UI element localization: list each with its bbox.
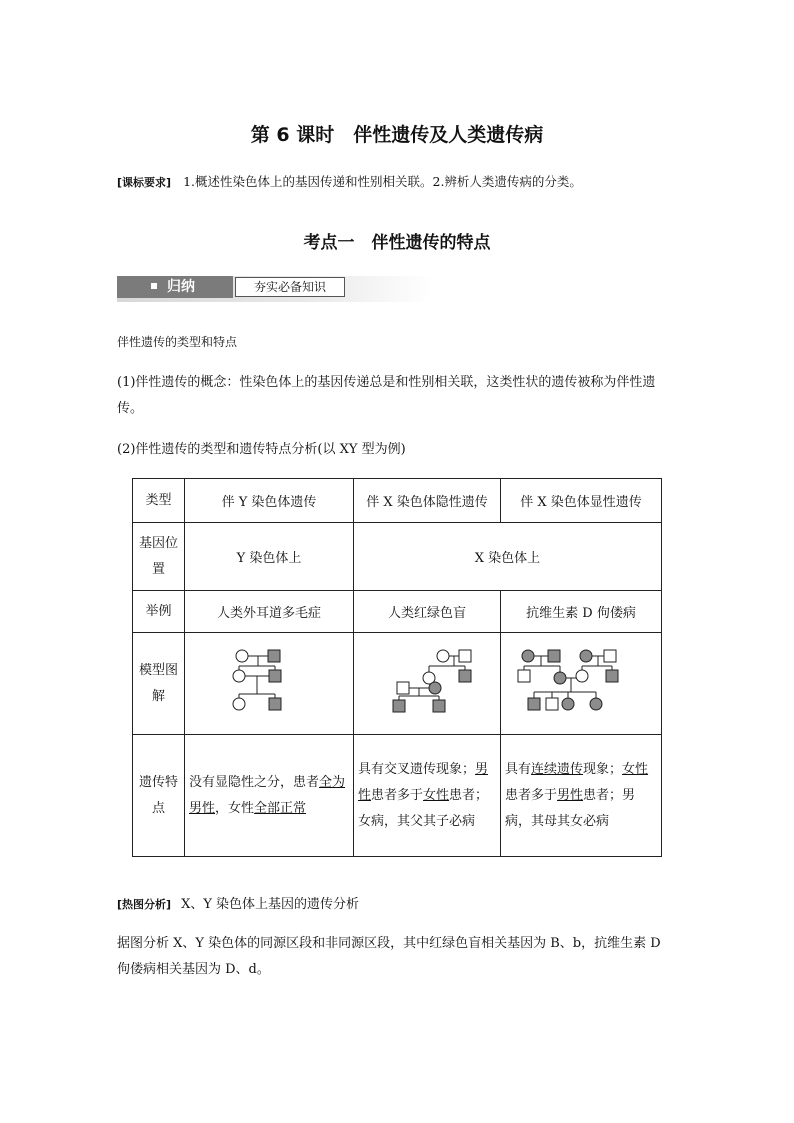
female-carrier-icon [429, 682, 441, 694]
cell-location-y: Y 染色体上 [185, 523, 354, 591]
table-row [133, 633, 662, 735]
page-title: 第 6 课时 伴性遗传及人类遗传病 [250, 124, 544, 146]
cell-pedigree-xd [501, 633, 662, 735]
table-row [133, 591, 662, 633]
cell-example-xr: 人类红绿色盲 [354, 591, 501, 633]
cell-example-xd: 抗维生素 D 佝偻病 [501, 591, 662, 633]
curriculum-requirements [117, 172, 582, 190]
cell-traits-xr: 具有交叉遗传现象；男性患者多于女性患者；女病，其父其子必病 [354, 735, 501, 857]
female-affected-icon [554, 672, 566, 684]
banner-label: 归纳 [117, 276, 233, 298]
paragraph-types: (2)伴性遗传的类型和遗传特点分析(以 XY 型为例) [117, 442, 406, 457]
row-header-traits: 遗传特点 [133, 735, 185, 857]
hotmap-text: X、Y 染色体上基因的遗传分析 [181, 897, 360, 912]
row-header-location: 基因位置 [133, 523, 185, 591]
paragraph-concept: (1)伴性遗传的概念：性染色体上的基因传递总是和性别相关联，这类性状的遗传被称为伴性遗传。 [117, 375, 656, 416]
row-header-type: 类型 [133, 479, 185, 523]
male-affected-icon [459, 670, 471, 682]
cell-location-x: X 染色体上 [354, 523, 662, 591]
col-x-dominant: 伴 X 染色体显性遗传 [501, 479, 662, 523]
subheading: 伴性遗传的类型和特点 [117, 335, 238, 349]
paragraph-analysis: 据图分析 X、Y 染色体的同源区段和非同源区段，其中红绿色盲相关基因为 B、b，抗维生素 D 佝偻病相关基因为 D、d。 [117, 936, 661, 977]
requirements-tag: [课标要求] [117, 176, 172, 189]
cell-traits-y: 没有显隐性之分，患者全为男性，女性全部正常 [185, 735, 354, 857]
hotmap-analysis [117, 893, 359, 912]
banner-box: 夯实必备知识 [235, 277, 345, 297]
col-x-recessive: 伴 X 染色体隐性遗传 [354, 479, 501, 523]
table-row [133, 523, 662, 591]
male-affected-icon [606, 670, 618, 682]
col-y-linked: 伴 Y 染色体遗传 [185, 479, 354, 523]
inheritance-table [132, 478, 662, 857]
pedigree-y-diagram [209, 644, 329, 724]
male-unaffected-icon [518, 670, 530, 682]
cell-example-y: 人类外耳道多毛症 [185, 591, 354, 633]
female-unaffected-icon [233, 698, 245, 710]
female-affected-icon [590, 698, 602, 710]
male-unaffected-icon [397, 682, 409, 694]
cell-pedigree-y [185, 633, 354, 735]
female-affected-icon [562, 698, 574, 710]
male-affected-icon [528, 698, 540, 710]
female-unaffected-icon [236, 650, 248, 662]
square-bullet-icon [151, 283, 157, 289]
female-affected-icon [522, 650, 534, 662]
cell-traits-xd: 具有连续遗传现象；女性患者多于男性患者；男病，其母其女必病 [501, 735, 662, 857]
row-header-example: 举例 [133, 591, 185, 633]
cell-pedigree-xr [354, 633, 501, 735]
male-unaffected-icon [546, 698, 558, 710]
pedigree-xr-diagram [367, 644, 487, 724]
male-affected-icon [393, 700, 405, 712]
section-banner [117, 276, 433, 302]
female-unaffected-icon [576, 670, 588, 682]
table-row [133, 479, 662, 523]
row-header-model: 模型图解 [133, 633, 185, 735]
male-unaffected-icon [459, 650, 471, 662]
table-row [133, 735, 662, 857]
female-unaffected-icon [233, 670, 245, 682]
female-affected-icon [580, 650, 592, 662]
female-unaffected-icon [437, 650, 449, 662]
requirements-text: 1.概述性染色体上的基因传递和性别相关联。2.辨析人类遗传病的分类。 [183, 174, 582, 189]
section-title: 考点一 伴性遗传的特点 [303, 233, 491, 253]
male-affected-icon [269, 670, 281, 682]
hotmap-tag: [热图分析] [117, 898, 172, 911]
pedigree-xd-diagram [506, 644, 656, 724]
male-affected-icon [548, 650, 560, 662]
male-unaffected-icon [604, 650, 616, 662]
male-affected-icon [268, 650, 280, 662]
male-affected-icon [433, 700, 445, 712]
male-affected-icon [269, 698, 281, 710]
